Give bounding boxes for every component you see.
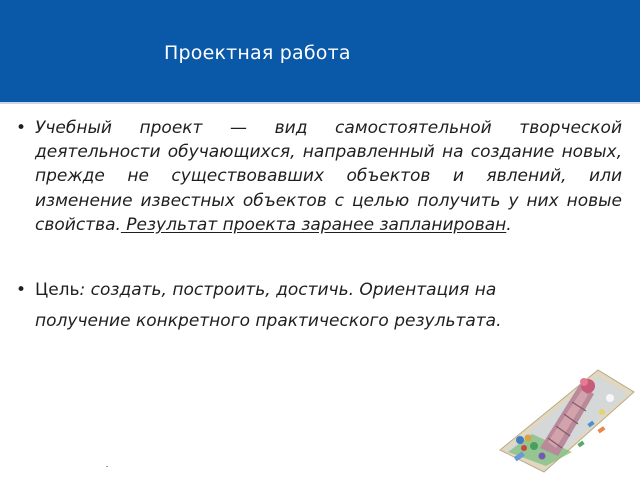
bullet-icon: •: [16, 280, 27, 301]
definition-end-period: .: [506, 214, 512, 235]
result-planned-text: Результат проекта заранее запланирован: [120, 214, 507, 235]
header-band: [0, 0, 640, 102]
bullet-definition: [16, 116, 622, 237]
decorative-dot: [106, 466, 108, 467]
definition-text: Учебный проект — вид самостоятельной творческой деятельности обучающихся, направленный на создание новых, прежде не существовавших объектов и явлений, или изменение известных объектов с целью получить у них новые свойства.: [35, 118, 622, 235]
goal-label: Цель: [35, 280, 80, 301]
goal-text: : создать, построить, достичь. Ориентация на получение конкретного практического результата.: [35, 280, 502, 332]
child-drawing-tower-image: [498, 368, 636, 474]
bullet-goal: [16, 275, 595, 337]
bullet-icon: •: [16, 118, 27, 138]
content-bullet-list: [16, 116, 622, 337]
slide-title: Проектная работа: [164, 42, 351, 64]
